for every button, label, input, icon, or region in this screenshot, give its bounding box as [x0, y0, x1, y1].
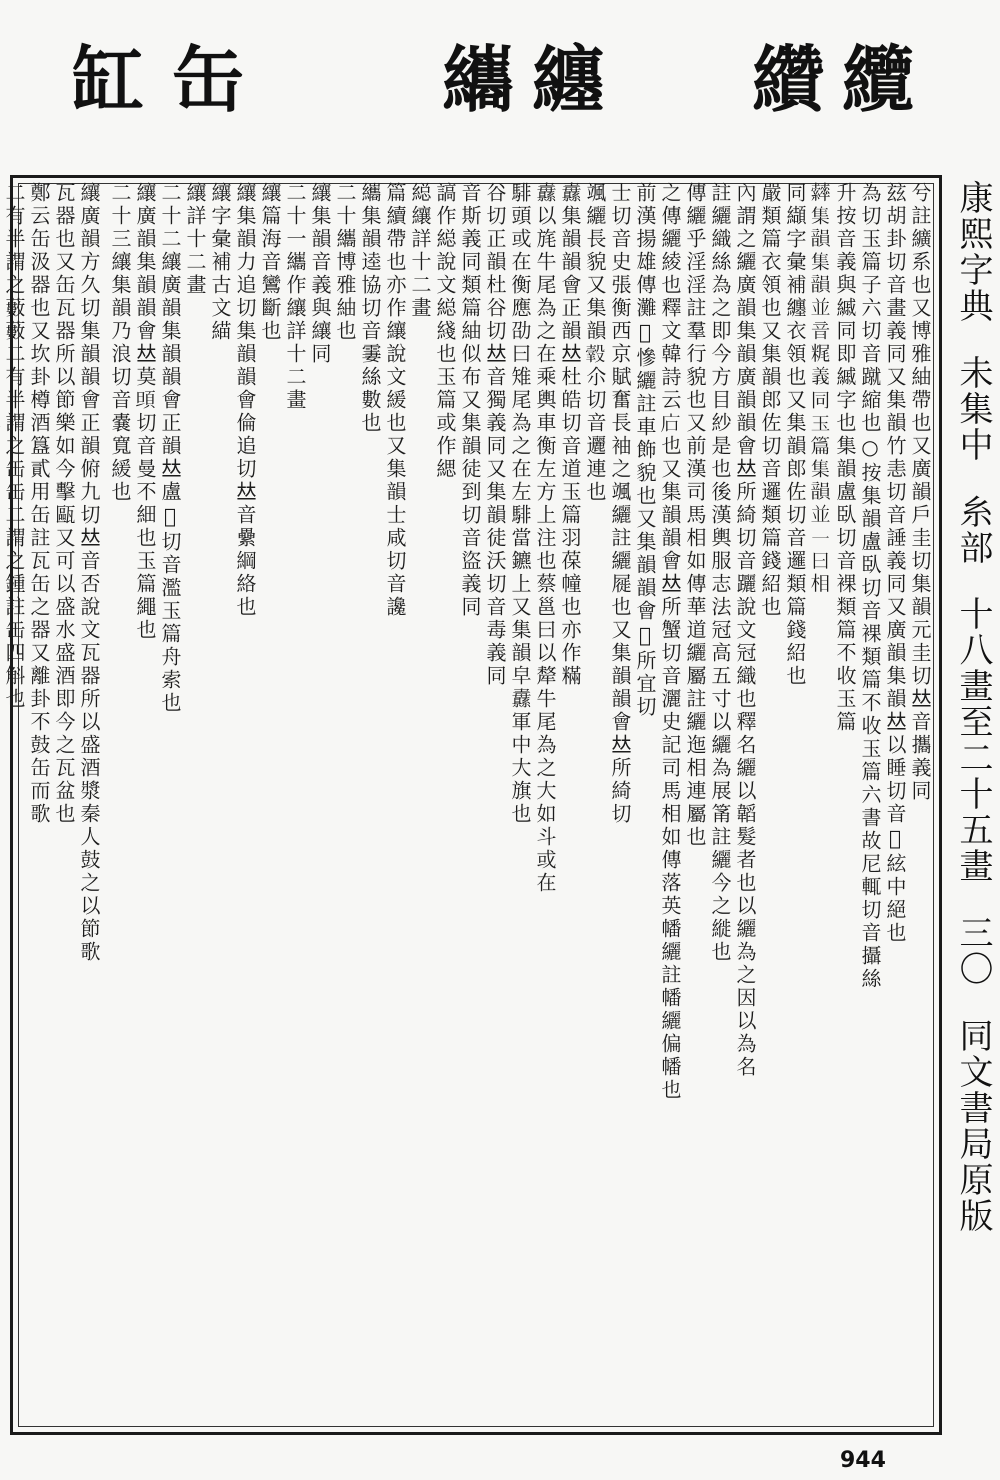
- text-column: [0, 182, 1, 1428]
- seal-char: 纏: [531, 37, 598, 122]
- text-column: 纕詳十二畫: [183, 182, 207, 297]
- seal-char: 纗: [441, 37, 508, 122]
- text-column: 纕字彙補古文緢: [208, 182, 232, 343]
- text-column: 傳纚乎淫淫註羣行貌也又前漢司馬相如傳華道纚屬註纚迤相連屬也: [683, 182, 707, 849]
- text-column: 二十纗博雅紬也: [333, 182, 357, 343]
- text-column: 纗集韻逵協切音霋絲數也: [358, 182, 382, 435]
- text-column: 為切玉篇子六切音蹴縮也○按集韻盧臥切音裸類篇不收玉篇六書故尼輒切音攝絲: [858, 182, 882, 991]
- text-column: 瓦器也又缶瓦器所以節樂如今擊甌又可以盛水盛酒即今之瓦盆也: [52, 182, 76, 826]
- seal-char-faint: [620, 28, 730, 120]
- seal-char: 纘: [751, 37, 818, 122]
- seal-char: 纜: [841, 37, 908, 122]
- text-column: 篇續帶也亦作纕說文緩也又集韻士咸切音讒: [383, 182, 407, 619]
- text-column: 前漢揚雄傳灘𧟦慘纚註車飾貌也又集韻韻會𠀤所宜切: [633, 182, 657, 719]
- text-column: 騑頭或在衡應劭曰雉尾為之在左騑當鑣上又集韻皁纛軍中大旗也: [508, 182, 532, 826]
- text-column: 士切音史張衡西京賦奮長袖之颯纚註纚屣也又集韻韻會𠀤所綺切: [608, 182, 632, 826]
- text-column: 纕廣韻方久切集韻韻會正韻俯九切𠀤音否說文瓦器所以盛酒漿秦人鼓之以節歌: [77, 182, 101, 964]
- text-column: 內謂之纚廣韻集韻廣韻韻會𠀤所綺切音躧說文冠織也釋名纚以韜髮者也以纚為之因以為名: [733, 182, 757, 1079]
- text-column: 纕集韻音義與纕同: [308, 182, 332, 366]
- publisher-label: 同文書局原版: [953, 1018, 993, 1235]
- page-number: 944: [840, 1448, 886, 1473]
- text-column: 颯纚長貌又集韻𦎯尒切音邐連也: [583, 182, 607, 504]
- text-column: 纕篇海音鸞斷也: [258, 182, 282, 343]
- text-column: 纕集韻力追切集韻韻會倫追切𠀤音纍綱絡也: [233, 182, 257, 619]
- text-column: 縂纕詳十二畫: [408, 182, 432, 320]
- book-title: 康熙字典: [953, 180, 993, 324]
- text-column: 纕廣韻集韻韻會𠀤莫𩑰切音曼不細也玉篇繩也: [133, 182, 157, 642]
- text-column: 鄭云缶汲器也又坎卦樽酒簋貳用缶註瓦缶之器又離卦不鼓缶而歌: [27, 182, 51, 826]
- volume-label: 未集中: [953, 354, 993, 463]
- margin-title: [950, 180, 996, 1430]
- text-column: 升按音義與縬同即縬字也集韻盧臥切音裸類篇不收玉篇: [833, 182, 857, 734]
- page-label: 三〇: [953, 915, 993, 988]
- text-column: 纛以旄牛尾為之在乘輿車衡左方上注也蔡邕曰以犛牛尾為之大如斗或在: [533, 182, 557, 895]
- seal-char: 缸: [71, 37, 138, 122]
- radical-label: 糸部: [953, 493, 993, 566]
- text-column: 音斯義同類篇紬似布又集韻徒到切音盜義同: [458, 182, 482, 619]
- seal-char-faint: [260, 28, 380, 120]
- text-column: 謞作縂說文縂綫也玉篇或作緦: [433, 182, 457, 481]
- seal-script-header: [0, 0, 1000, 160]
- text-column: 二有半謂之藪藪二有半謂之缶缶二謂之鍾註缶四斛也: [2, 182, 26, 711]
- dictionary-body: [2, 182, 932, 1428]
- text-column: 玆胡卦切音畫義同又集韻竹恚切音諈義同又廣韻集韻𠀤以睡切音𥉭絃中絕也: [883, 182, 907, 945]
- text-column: 註纚織絲為之即今方目紗是也後漢輿服志法冠高五寸以纚為展筩註纚今之縰也: [708, 182, 732, 964]
- text-column: 二十三纕集韻乃浪切音嚢寬緩也: [108, 182, 132, 504]
- text-column: 纛集韻韻會正韻𠀤杜皓切音道玉篇羽葆幢也亦作䊟: [558, 182, 582, 688]
- text-column: 二十二纕廣韻集韻韻會正韻𠀤盧𨦟切音濫玉篇舟索也: [158, 182, 182, 715]
- text-column: 之傳纚綾也釋文韓詩云𢇞也又集韻韻會𠀤所蟹切音灑史記司馬相如傳落英幡纚註幡纚偏幡也: [658, 182, 682, 1102]
- stroke-range: 十八畫至二十五畫: [953, 596, 993, 885]
- seal-char: 缶: [171, 37, 238, 122]
- text-column: 𦆽集韻集韻並音䊊義同玉篇集韻並一曰相: [808, 182, 832, 596]
- text-column: 同纈字彙補纏衣領也又集韻郎佐切音邏類篇錢紹也: [783, 182, 807, 688]
- text-column: 嚴類篇衣領也又集韻郎佐切音邏類篇錢紹也: [758, 182, 782, 619]
- text-column: 兮註纊系也又博雅紬帶也又廣韻戶圭切集韻元圭切𠀤音攜義同: [908, 182, 932, 803]
- text-column: 谷切正韻杜谷切𠀤音獨義同又集韻徒沃切音毒義同: [483, 182, 507, 688]
- text-column: 二十一纗作纕詳十二畫: [283, 182, 307, 412]
